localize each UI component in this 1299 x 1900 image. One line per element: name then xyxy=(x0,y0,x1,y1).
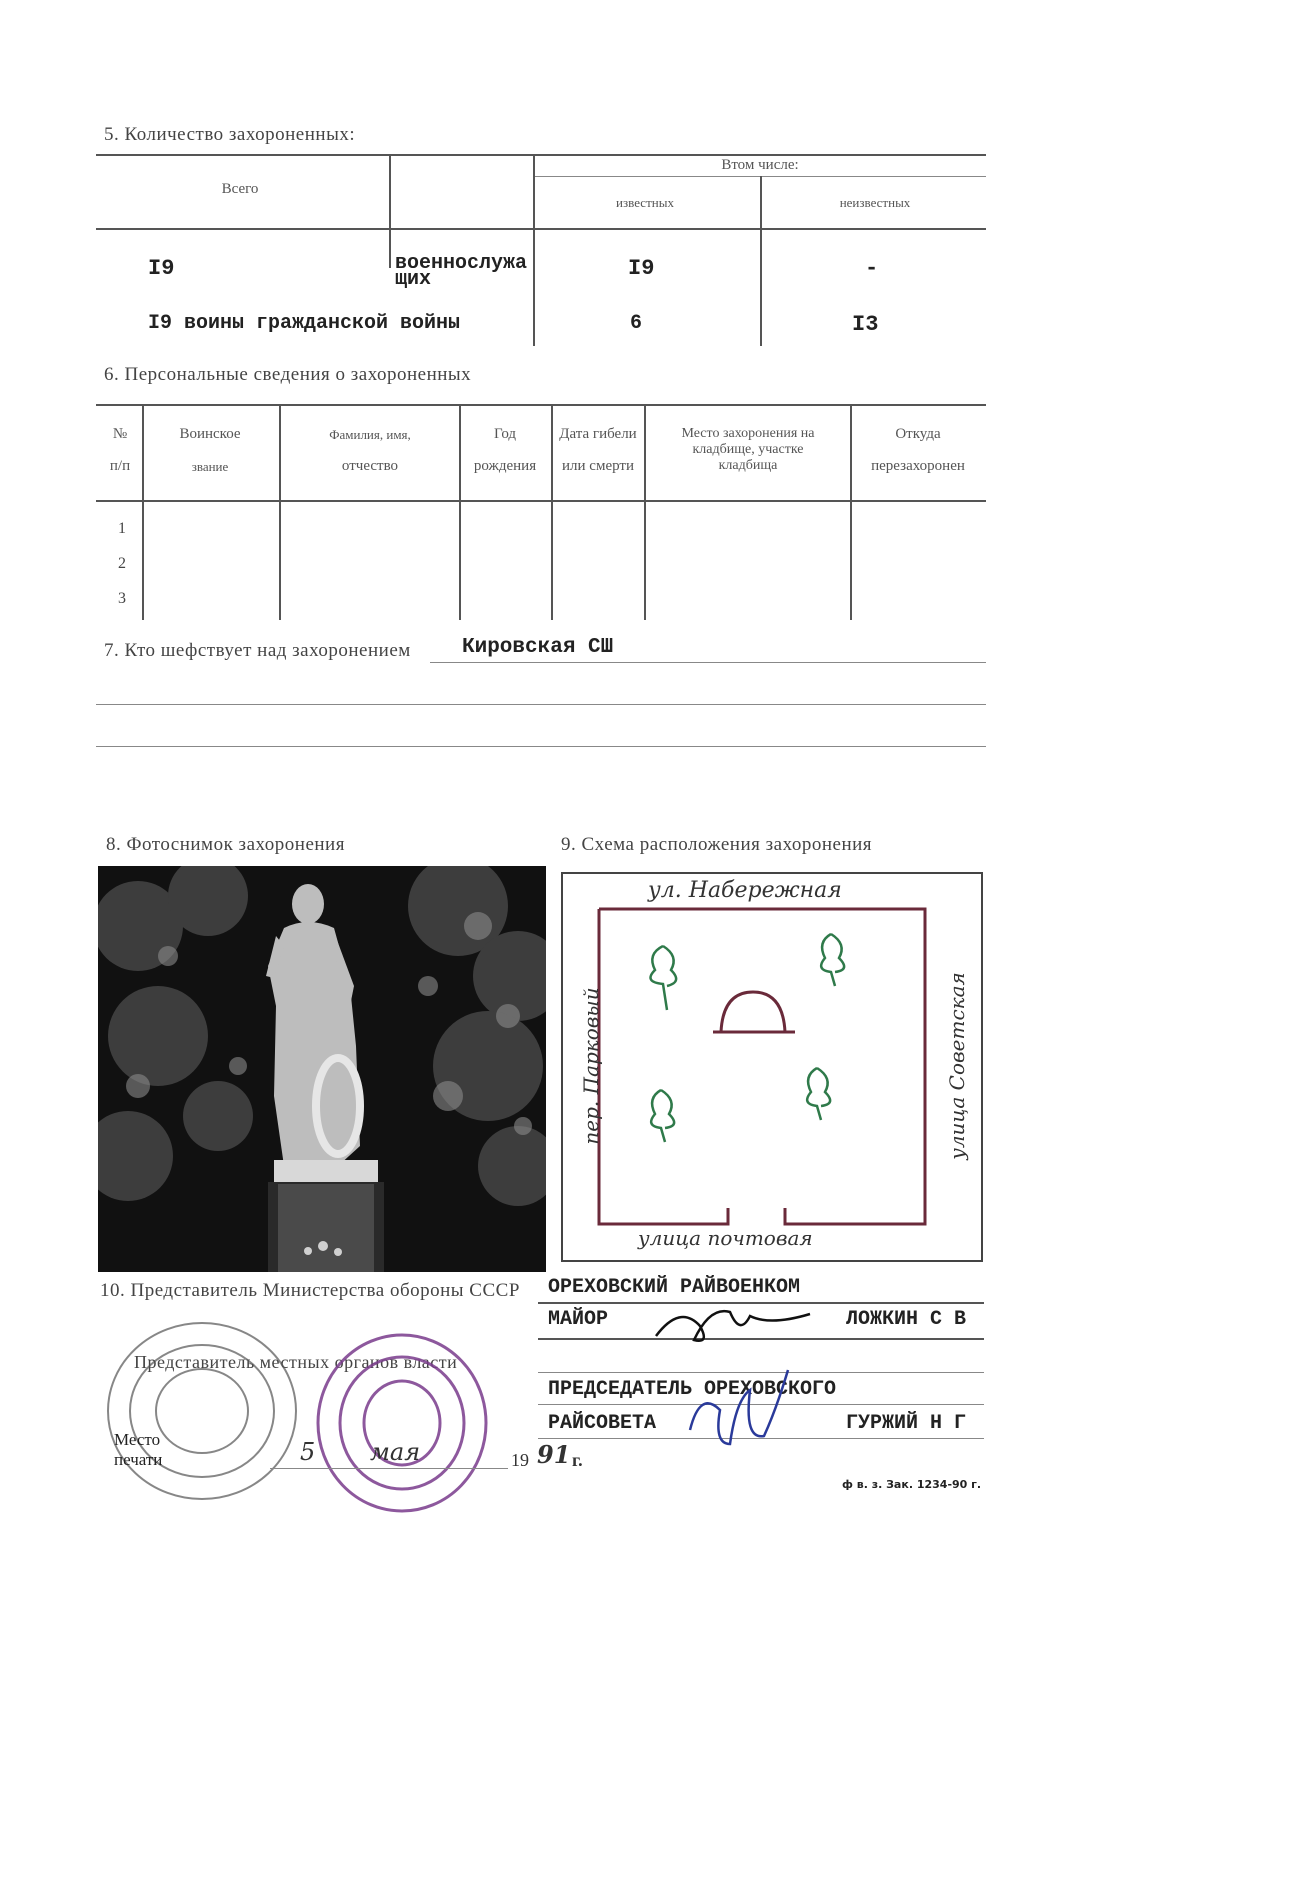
header-birth-2: рождения xyxy=(473,458,537,474)
header-from-2: перезахоронен xyxy=(871,458,965,474)
header-name-2: отчество xyxy=(341,458,399,474)
row2-unknown: I3 xyxy=(852,312,879,337)
chairman-line1: ПРЕДСЕДАТЕЛЬ ОРЕХОВСКОГО xyxy=(548,1378,837,1401)
header-birth-1: Год xyxy=(493,426,517,442)
header-rank-1: Воинское xyxy=(179,426,241,442)
council-stamp xyxy=(312,1328,492,1518)
row1-total: I9 xyxy=(148,256,175,281)
row2-known: 6 xyxy=(630,312,643,335)
street-right: улица Советская xyxy=(945,972,969,1160)
section8-title: 8. Фотоснимок захоронения xyxy=(106,834,345,855)
mod-signature xyxy=(650,1296,820,1356)
section5-title: 5. Количество захороненных: xyxy=(104,124,356,145)
header-from-1: Откуда xyxy=(895,426,941,442)
row1-unknown: - xyxy=(865,256,879,281)
mod-rank: МАЙОР xyxy=(548,1308,609,1331)
header-known: известных xyxy=(616,195,674,210)
street-bottom: улица почтовая xyxy=(638,1226,813,1250)
place-label-2: печати xyxy=(114,1450,163,1469)
street-top: ул. Набережная xyxy=(648,878,842,903)
header-death-2: или смерти xyxy=(562,458,634,474)
chairman-signature xyxy=(680,1360,810,1460)
burial-scheme xyxy=(561,872,983,1262)
year-g: г. xyxy=(572,1450,583,1470)
header-including: Втом числе: xyxy=(721,157,799,173)
header-num-1: № xyxy=(112,426,128,442)
printer-mark: ф в. з. Зак. 1234-90 г. xyxy=(842,1478,982,1491)
section6-title: 6. Персональные сведения о захороненных xyxy=(104,364,472,385)
section9-title: 9. Схема расположения захоронения xyxy=(561,834,873,855)
mod-name: ЛОЖКИН С В xyxy=(846,1308,967,1331)
patron-value: Кировская СШ xyxy=(462,636,614,659)
header-unknown: неизвестных xyxy=(839,195,911,210)
row-num-3: 3 xyxy=(118,590,126,607)
burial-photo xyxy=(98,866,546,1272)
row2-total: I9 воины гражданской войны xyxy=(148,312,461,335)
year-prefix: 19 xyxy=(511,1450,529,1470)
chairman-name: ГУРЖИЙ Н Г xyxy=(846,1412,967,1435)
header-name-1: Фамилия, имя, xyxy=(329,427,411,442)
date-day: 5 xyxy=(300,1438,316,1466)
military-stamp xyxy=(102,1316,302,1506)
header-place-1: Место захоронения на xyxy=(681,426,815,441)
section10-label: 10. Представитель Министерства обороны СССР xyxy=(100,1280,520,1301)
header-place-3: кладбища xyxy=(718,458,778,473)
row-num-1: 1 xyxy=(118,520,126,537)
header-total: Всего xyxy=(221,181,259,197)
place-label-1: Место xyxy=(114,1430,161,1449)
row-num-2: 2 xyxy=(118,555,126,572)
section7-label: 7. Кто шефствует над захоронением xyxy=(104,640,411,661)
local-rep-label: Представитель местных органов власти xyxy=(134,1352,458,1372)
date-month: мая xyxy=(370,1438,421,1466)
mod-organization: ОРЕХОВСКИЙ РАЙВОЕНКОМ xyxy=(548,1276,801,1299)
street-left: пер. Парковый xyxy=(579,987,603,1145)
header-death-1: Дата гибели xyxy=(559,426,637,442)
header-num-2: п/п xyxy=(109,458,131,474)
row1-category: военнослужа щих xyxy=(395,252,528,291)
header-rank-2: звание xyxy=(191,459,229,474)
row1-known: I9 xyxy=(628,256,655,281)
header-place-2: кладбище, участке xyxy=(692,442,804,457)
tree-icons xyxy=(651,934,845,1142)
chairman-line2: РАЙСОВЕТА xyxy=(548,1412,657,1435)
year-suffix: 91 xyxy=(537,1440,571,1469)
